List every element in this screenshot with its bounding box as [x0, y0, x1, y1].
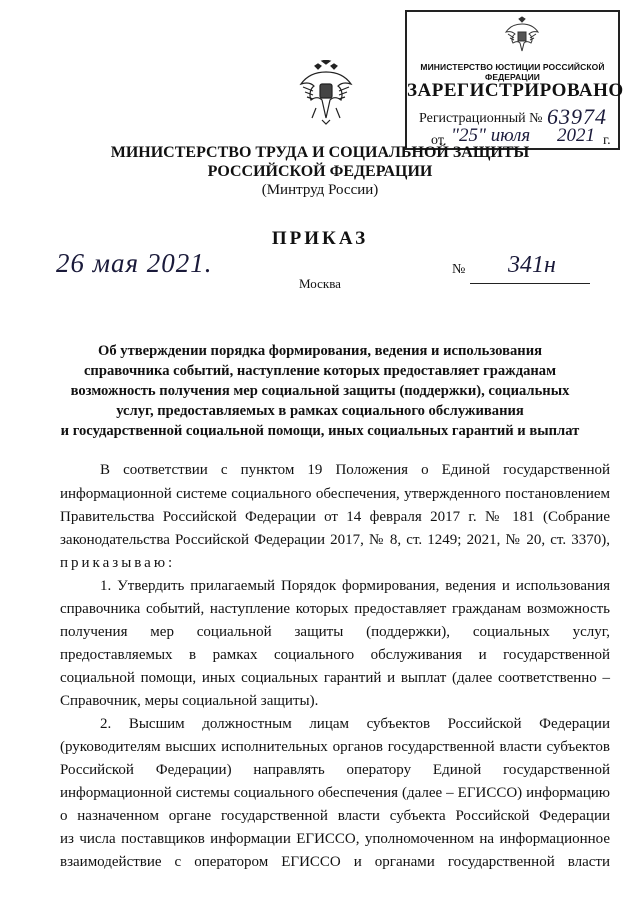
body-line: информационной системе социального обеспечения, утвержденного постановлением: [60, 486, 610, 502]
handwritten-document-number: 341н: [508, 252, 556, 278]
coat-of-arms-emblem-icon: [298, 60, 354, 126]
document-type: ПРИКАЗ: [271, 228, 369, 249]
stamp-eagle-emblem-icon: [502, 16, 542, 56]
body-line: о назначенном органе государственной власти субъекта Российской Федерации: [60, 808, 610, 824]
stamp-date-value: "25" июля: [451, 125, 531, 146]
stamp-date-prefix: от: [431, 133, 444, 148]
ministry-name-line2: РОССИЙСКОЙ ФЕДЕРАЦИИ: [207, 163, 433, 180]
body-line: В соответствии с пунктом 19 Положения о Единой государственной: [100, 462, 610, 478]
body-line: социальной помощи, иных социальных гарантий и выплат (далее соответственно –: [60, 670, 610, 686]
body-line: взаимодействие с оператором ЕГИССО и органами государственной власти: [60, 854, 610, 870]
stamp-status: ЗАРЕГИСТРИРОВАНО: [407, 80, 624, 101]
body-line-order-word: приказываю:: [60, 555, 176, 571]
number-sign: №: [452, 262, 466, 277]
registration-stamp: [405, 10, 624, 150]
stamp-reg-number-label: Регистрационный №: [419, 111, 543, 126]
stamp-year-suffix: г.: [603, 133, 611, 148]
stamp-ministry-name: МИНИСТЕРСТВО ЮСТИЦИИ РОССИЙСКОЙ ФЕДЕРАЦИИ: [420, 62, 605, 82]
stamp-reg-number-value: 63974: [547, 104, 607, 129]
body-line: 2. Высшим должностным лицам субъектов Российской Федерации: [100, 716, 610, 732]
title-line: и государственной социальной помощи, иных социальных гарантий и выплат: [60, 423, 580, 439]
title-line: Об утверждении порядка формирования, ведения и использования: [97, 343, 542, 359]
handwritten-date: 26 мая 2021.: [56, 248, 213, 278]
body-line: 1. Утвердить прилагаемый Порядок формирования, ведения и использования: [100, 578, 610, 594]
city: Москва: [299, 276, 341, 291]
body-line: законодательства Российской Федерации 2017, № 8, ст. 1249; 2021, № 20, ст. 3370),: [60, 532, 610, 548]
body-line: получения мер социальной защиты (поддержки), социальных услуг,: [60, 624, 610, 640]
body-line: Российской Федерации) направлять оператору Единой государственной: [60, 762, 610, 778]
title-line: возможность получения мер социальной защиты (поддержки), социальных: [70, 383, 570, 399]
body-line: предоставляемых в рамках социального обслуживания и государственной: [60, 647, 610, 663]
body-line: (руководителям высших исполнительных органов государственной власти субъектов: [60, 739, 610, 755]
stamp-year: 2021: [557, 125, 595, 146]
body-line: справочника событий, наступление которых предоставляет гражданам возможность: [60, 601, 610, 617]
title-line: услуг, предоставляемых в рамках социального обслуживания: [116, 403, 524, 419]
body-line: из числа поставщиков информации ЕГИССО, уполномоченном на информационное: [60, 831, 610, 847]
body-line: Справочник, меры социальной защиты).: [60, 693, 319, 709]
body-line: Правительства Российской Федерации от 14 февраля 2017 г. № 181 (Собрание: [60, 509, 610, 525]
body-line: информационной системы социального обеспечения (далее – ЕГИССО) информацию: [60, 785, 610, 801]
title-line: справочника событий, наступление которых предоставляет гражданам: [83, 363, 557, 379]
ministry-name-line1: МИНИСТЕРСТВО ТРУДА И СОЦИАЛЬНОЙ ЗАЩИТЫ: [110, 144, 530, 161]
ministry-short-name: (Минтруд России): [261, 182, 379, 198]
